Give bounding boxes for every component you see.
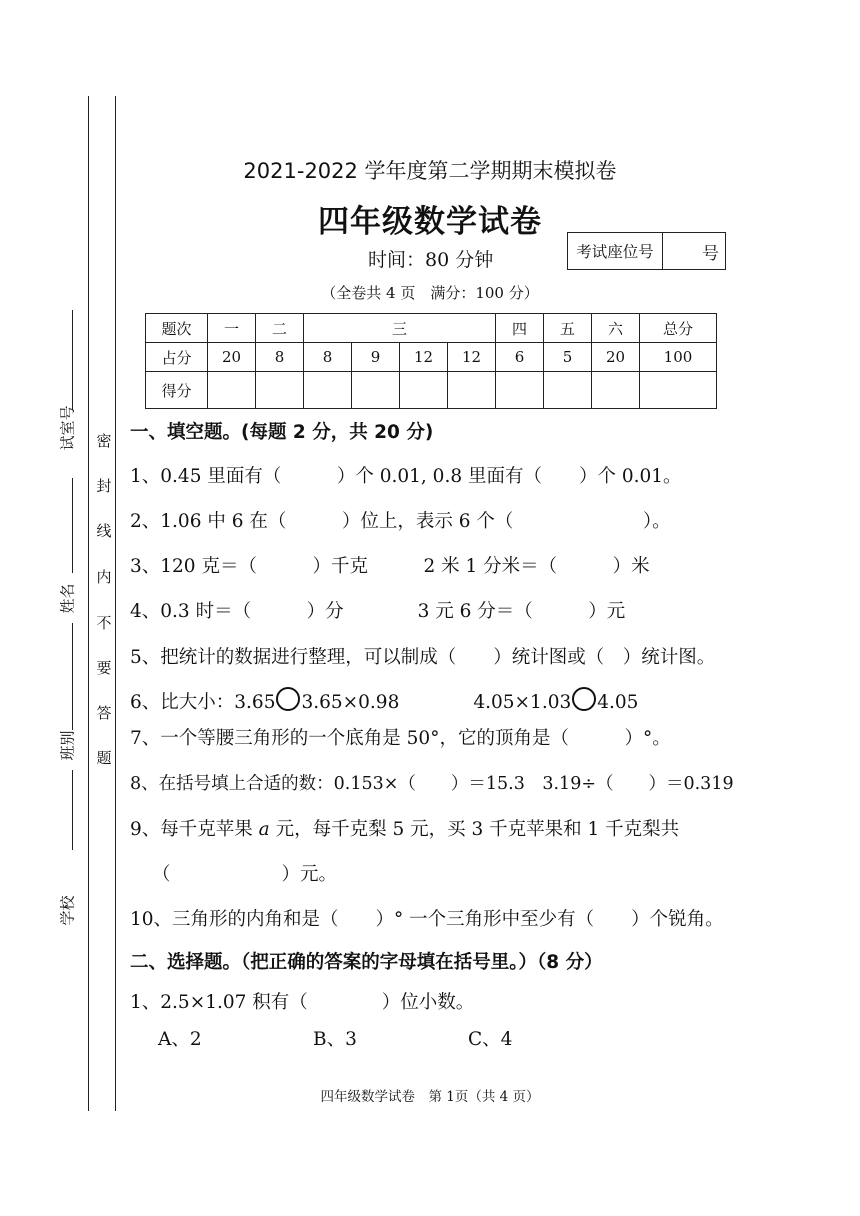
q6-label: 6、比大小：3.65	[130, 692, 276, 713]
seal-char: 题	[96, 749, 112, 767]
score-input-cell[interactable]	[592, 372, 640, 409]
section-header: 二	[256, 314, 304, 343]
score-input-cell[interactable]	[496, 372, 544, 409]
question-1-2: 2、1.06 中 6 在（ ）位上，表示 6 个（ ）。	[130, 511, 671, 532]
q6-expr-c: 4.05	[597, 692, 639, 713]
points-cell: 20	[208, 343, 256, 372]
q6-expr-a: 3.65×0.98	[301, 692, 400, 713]
margin-field-school	[52, 840, 82, 1060]
score-input-cell[interactable]	[352, 372, 400, 409]
seal-char: 要	[96, 659, 112, 677]
points-cell: 20	[592, 343, 640, 372]
option-b[interactable]: B、3	[313, 1029, 357, 1050]
margin-line-left	[88, 96, 89, 1111]
section-header: 总分	[640, 314, 717, 343]
score-table-row-sections	[146, 314, 717, 343]
margin-underline	[72, 770, 73, 850]
exam-time: 时间：80 分钟	[368, 249, 494, 271]
question-2-1: 1、2.5×1.07 积有（ ）位小数。	[130, 992, 475, 1013]
section-header: 一	[208, 314, 256, 343]
exam-subtitle: 2021-2022 学年度第二学期期末模拟卷	[243, 159, 617, 183]
score-table-row-points	[146, 343, 717, 372]
score-input-cell[interactable]	[544, 372, 592, 409]
section-header: 五	[544, 314, 592, 343]
margin-label-name: 姓名	[58, 583, 77, 614]
margin-label-exam-room: 试室号	[58, 405, 77, 451]
question-1-3: 3、120 克＝（ ）千克 2 米 1 分米＝（ ）米	[130, 556, 650, 577]
q9-post: 元，每千克梨 5 元，买 3 千克苹果和 1 千克梨共	[269, 819, 680, 840]
score-input-cell[interactable]	[640, 372, 717, 409]
section-header: 三	[304, 314, 496, 343]
points-cell: 8	[304, 343, 352, 372]
exam-title: 四年级数学试卷	[318, 204, 542, 240]
seat-number-box	[567, 232, 726, 270]
score-input-cell[interactable]	[304, 372, 352, 409]
section-header: 六	[592, 314, 640, 343]
score-input-cell[interactable]	[448, 372, 496, 409]
section-header: 四	[496, 314, 544, 343]
points-cell: 5	[544, 343, 592, 372]
seat-number-suffix: 号	[702, 243, 719, 264]
points-cell: 100	[640, 343, 717, 372]
margin-underline	[72, 623, 73, 663]
points-cell: 8	[256, 343, 304, 372]
q9-variable: a	[258, 819, 270, 840]
margin-underline	[72, 660, 73, 730]
row-label: 得分	[146, 372, 208, 409]
points-cell: 9	[352, 343, 400, 372]
margin-underline	[72, 478, 73, 573]
row-label: 题次	[146, 314, 208, 343]
section2-heading: 二、选择题。（把正确的答案的字母填在括号里。）（8 分）	[130, 952, 603, 973]
section1-heading: 一、填空题。(每题 2 分，共 20 分)	[130, 422, 434, 443]
page-footer: 四年级数学试卷 第 1页（共 4 页）	[320, 1089, 540, 1105]
margin-label-class: 班别	[58, 730, 77, 761]
question-1-9	[130, 815, 679, 841]
margin-underline	[72, 310, 73, 410]
compare-circle[interactable]	[276, 687, 300, 711]
points-cell: 12	[400, 343, 448, 372]
question-1-10: 10、三角形的内角和是（ ）° 一个三角形中至少有（ ）个锐角。	[130, 909, 724, 930]
score-table-row-scores	[146, 372, 717, 409]
q6-expr-b: 4.05×1.03	[473, 692, 572, 713]
points-cell: 6	[496, 343, 544, 372]
question-1-1: 1、0.45 里面有（ ）个 0.01, 0.8 里面有（ ）个 0.01。	[130, 466, 682, 487]
seal-char: 密	[96, 432, 112, 450]
question-1-4: 4、0.3 时＝（ ）分 3 元 6 分＝（ ）元	[130, 601, 626, 622]
points-cell: 12	[448, 343, 496, 372]
seal-char: 不	[96, 614, 112, 632]
score-input-cell[interactable]	[208, 372, 256, 409]
seat-number-field[interactable]	[663, 233, 725, 269]
seal-char: 答	[96, 704, 112, 722]
option-c[interactable]: C、4	[468, 1029, 513, 1050]
seat-number-label: 考试座位号	[568, 233, 663, 269]
score-input-cell[interactable]	[400, 372, 448, 409]
question-1-9-line2: （ ）元。	[152, 864, 338, 885]
score-input-cell[interactable]	[256, 372, 304, 409]
exam-note: （全卷共 4 页 满分：100 分）	[321, 284, 539, 302]
margin-line-right	[115, 96, 116, 1111]
q9-pre: 9、每千克苹果	[130, 819, 259, 840]
option-a[interactable]: A、2	[158, 1029, 202, 1050]
seal-char: 封	[96, 477, 112, 495]
question-1-5: 5、把统计的数据进行整理，可以制成（ ）统计图或（ ）统计图。	[130, 647, 716, 668]
seal-char: 线	[96, 522, 112, 540]
question-1-6	[130, 687, 638, 714]
score-table	[145, 313, 717, 409]
row-label: 占分	[146, 343, 208, 372]
compare-circle[interactable]	[572, 687, 596, 711]
question-1-7: 7、一个等腰三角形的一个底角是 50°，它的顶角是（ ）°。	[130, 728, 671, 749]
margin-label-school: 学校	[58, 895, 77, 926]
question-1-8: 8、在括号填上合适的数：0.153×（ ）＝15.3 3.19÷（ ）＝0.319	[130, 774, 734, 794]
seal-char: 内	[96, 568, 112, 586]
